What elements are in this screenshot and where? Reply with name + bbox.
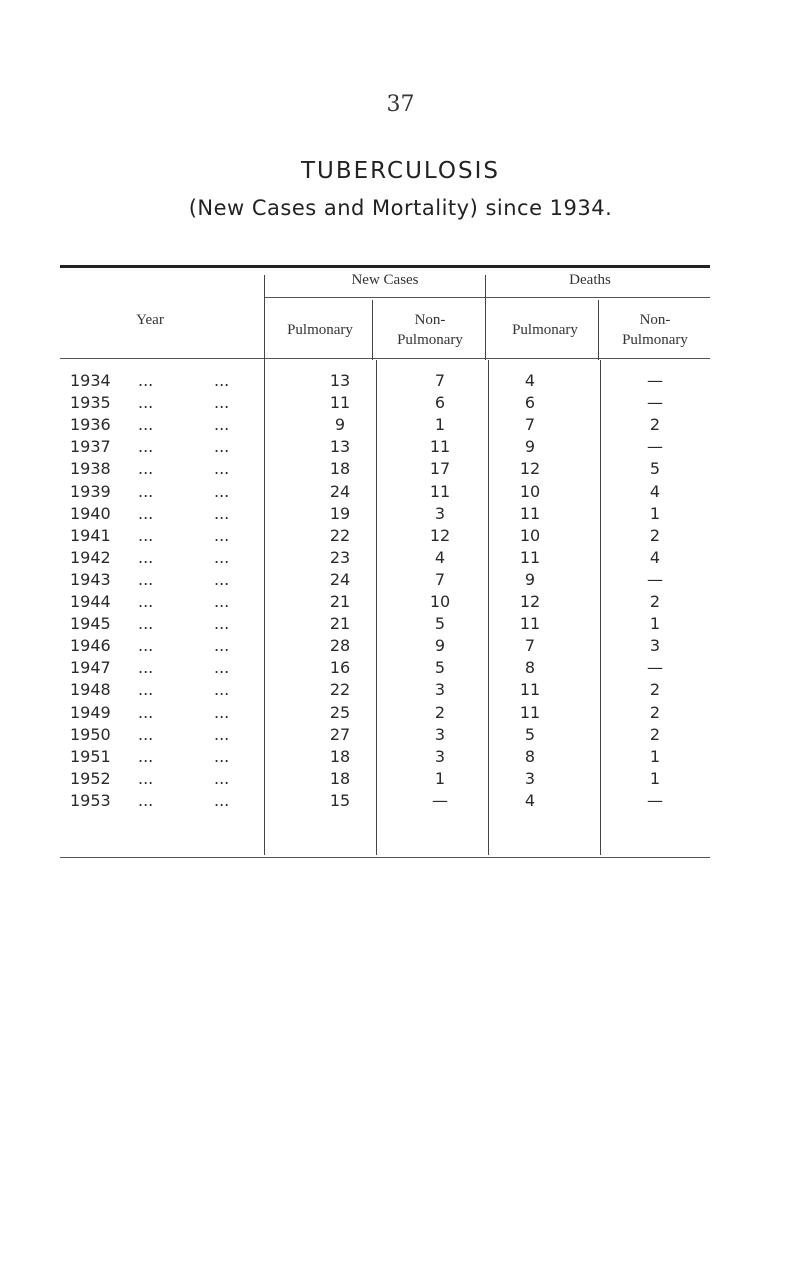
deaths-non-pulmonary-cell: 1: [649, 614, 661, 634]
header-deaths-non-pulmonary-line1: Non-: [639, 312, 671, 328]
new-pulmonary-cell: 24: [329, 569, 351, 589]
deaths-pulmonary-cell: 12: [519, 459, 541, 479]
new-pulmonary-cell: 16: [329, 658, 351, 678]
table-row: [0, 768, 801, 790]
table-row: [0, 591, 801, 613]
table-bottom-rule: [60, 857, 710, 858]
leader-dots: ...: [214, 680, 230, 700]
new-non-pulmonary-cell: 5: [434, 614, 446, 634]
leader-dots: ...: [138, 768, 154, 788]
year-cell: 1941: [70, 525, 111, 545]
leader-dots: ...: [138, 393, 154, 413]
deaths-pulmonary-cell: 7: [524, 415, 536, 435]
leader-dots: ...: [214, 702, 230, 722]
deaths-pulmonary-cell: 12: [519, 592, 541, 611]
table-row: [0, 547, 801, 569]
leader-dots: ...: [214, 393, 230, 413]
leader-dots: ...: [138, 547, 154, 567]
new-pulmonary-cell: 25: [329, 702, 351, 722]
leader-dots: ...: [214, 724, 230, 744]
year-cell: 1934: [70, 371, 111, 390]
leader-dots: ...: [214, 371, 230, 390]
table-row: [0, 370, 801, 392]
year-cell: 1946: [70, 636, 111, 656]
header-deaths-rule: [485, 297, 710, 298]
new-non-pulmonary-cell: 9: [434, 636, 446, 656]
new-pulmonary-cell: 22: [329, 525, 351, 545]
deaths-non-pulmonary-cell: 1: [649, 746, 661, 766]
deaths-non-pulmonary-cell: —: [647, 658, 663, 678]
deaths-non-pulmonary-cell: 2: [649, 702, 661, 722]
new-pulmonary-cell: 15: [329, 790, 351, 810]
year-cell: 1950: [70, 724, 111, 744]
leader-dots: ...: [214, 481, 230, 501]
leader-dots: ...: [138, 636, 154, 656]
deaths-pulmonary-cell: 5: [524, 724, 536, 744]
leader-dots: ...: [138, 790, 154, 810]
new-pulmonary-cell: 11: [329, 393, 351, 413]
deaths-pulmonary-cell: 6: [524, 393, 536, 413]
new-pulmonary-cell: 24: [329, 481, 351, 501]
leader-dots: ...: [138, 680, 154, 700]
leader-dots: ...: [138, 746, 154, 766]
new-non-pulmonary-cell: 11: [429, 481, 451, 501]
year-cell: 1939: [70, 481, 111, 501]
deaths-non-pulmonary-cell: 5: [649, 459, 661, 479]
deaths-non-pulmonary-cell: —: [647, 569, 663, 589]
table-row: [0, 635, 801, 657]
header-bottom-rule: [60, 358, 710, 359]
table-row: [0, 613, 801, 635]
new-non-pulmonary-cell: 3: [434, 680, 446, 700]
deaths-pulmonary-cell: 11: [519, 614, 541, 634]
new-non-pulmonary-cell: 7: [434, 371, 446, 390]
header-year: Year: [136, 312, 164, 328]
leader-dots: ...: [214, 790, 230, 810]
new-pulmonary-cell: 27: [329, 724, 351, 744]
deaths-non-pulmonary-cell: —: [647, 437, 663, 457]
new-non-pulmonary-cell: 5: [434, 658, 446, 678]
new-non-pulmonary-cell: 7: [434, 569, 446, 589]
year-cell: 1936: [70, 415, 111, 435]
deaths-non-pulmonary-cell: —: [647, 371, 663, 390]
year-cell: 1942: [70, 547, 111, 567]
header-new-pulmonary: Pulmonary: [287, 322, 353, 338]
deaths-non-pulmonary-cell: 2: [649, 680, 661, 700]
deaths-pulmonary-cell: 10: [519, 525, 541, 545]
leader-dots: ...: [214, 525, 230, 545]
deaths-pulmonary-cell: 7: [524, 636, 536, 656]
leader-dots: ...: [214, 415, 230, 435]
leader-dots: ...: [214, 547, 230, 567]
table-row: [0, 569, 801, 591]
leader-dots: ...: [138, 481, 154, 501]
new-non-pulmonary-cell: 1: [434, 415, 446, 435]
leader-dots: ...: [214, 658, 230, 678]
leader-dots: ...: [214, 437, 230, 457]
leader-dots: ...: [138, 437, 154, 457]
deaths-pulmonary-cell: 11: [519, 680, 541, 700]
deaths-non-pulmonary-cell: 2: [649, 525, 661, 545]
deaths-non-pulmonary-cell: —: [647, 790, 663, 810]
year-cell: 1937: [70, 437, 111, 457]
deaths-pulmonary-cell: 4: [524, 790, 536, 810]
header-deaths: Deaths: [569, 272, 611, 288]
deaths-pulmonary-cell: 10: [519, 481, 541, 501]
table-row: [0, 790, 801, 812]
deaths-non-pulmonary-cell: 4: [649, 481, 661, 501]
deaths-non-pulmonary-cell: 1: [649, 768, 661, 788]
year-cell: 1949: [70, 702, 111, 722]
new-non-pulmonary-cell: 17: [429, 459, 451, 479]
table-row: [0, 392, 801, 414]
table-row: [0, 679, 801, 701]
header-col-divider-1: [264, 275, 265, 360]
leader-dots: ...: [138, 459, 154, 479]
new-pulmonary-cell: 9: [334, 415, 346, 435]
leader-dots: ...: [138, 503, 154, 523]
new-pulmonary-cell: 28: [329, 636, 351, 656]
table-row: [0, 702, 801, 724]
leader-dots: ...: [138, 371, 154, 390]
year-cell: 1952: [70, 768, 111, 788]
header-new-cases-rule: [265, 297, 485, 298]
year-cell: 1947: [70, 658, 111, 678]
header-col-divider-2: [372, 300, 373, 360]
year-cell: 1944: [70, 592, 111, 611]
deaths-non-pulmonary-cell: 4: [649, 547, 661, 567]
table-row: [0, 414, 801, 436]
leader-dots: ...: [214, 459, 230, 479]
year-cell: 1945: [70, 614, 111, 634]
year-cell: 1940: [70, 503, 111, 523]
deaths-pulmonary-cell: 4: [524, 371, 536, 390]
new-pulmonary-cell: 21: [329, 614, 351, 634]
deaths-pulmonary-cell: 11: [519, 547, 541, 567]
deaths-pulmonary-cell: 8: [524, 658, 536, 678]
leader-dots: ...: [138, 525, 154, 545]
new-non-pulmonary-cell: 3: [434, 503, 446, 523]
leader-dots: ...: [214, 636, 230, 656]
year-cell: 1948: [70, 680, 111, 700]
new-non-pulmonary-cell: 11: [429, 437, 451, 457]
leader-dots: ...: [138, 592, 154, 611]
deaths-pulmonary-cell: 8: [524, 746, 536, 766]
year-cell: 1938: [70, 459, 111, 479]
new-pulmonary-cell: 22: [329, 680, 351, 700]
leader-dots: ...: [138, 415, 154, 435]
header-new-non-pulmonary-line2: Pulmonary: [397, 332, 463, 348]
page-title: TUBERCULOSIS: [300, 158, 500, 184]
leader-dots: ...: [138, 569, 154, 589]
leader-dots: ...: [138, 724, 154, 744]
new-non-pulmonary-cell: —: [432, 790, 448, 810]
table-row: [0, 436, 801, 458]
leader-dots: ...: [214, 768, 230, 788]
deaths-non-pulmonary-cell: 2: [649, 592, 661, 611]
deaths-non-pulmonary-cell: 3: [649, 636, 661, 656]
new-non-pulmonary-cell: 10: [429, 592, 451, 611]
table-row: [0, 657, 801, 679]
leader-dots: ...: [138, 614, 154, 634]
leader-dots: ...: [214, 503, 230, 523]
new-pulmonary-cell: 19: [329, 503, 351, 523]
new-non-pulmonary-cell: 3: [434, 746, 446, 766]
new-pulmonary-cell: 18: [329, 746, 351, 766]
new-pulmonary-cell: 23: [329, 547, 351, 567]
new-pulmonary-cell: 18: [329, 459, 351, 479]
page-subtitle: (New Cases and Mortality) since 1934.: [188, 196, 613, 220]
leader-dots: ...: [214, 592, 230, 611]
header-deaths-non-pulmonary-line2: Pulmonary: [622, 332, 688, 348]
table-row: [0, 724, 801, 746]
deaths-pulmonary-cell: 9: [524, 569, 536, 589]
new-pulmonary-cell: 13: [329, 437, 351, 457]
year-cell: 1953: [70, 790, 111, 810]
year-cell: 1943: [70, 569, 111, 589]
deaths-pulmonary-cell: 9: [524, 437, 536, 457]
deaths-pulmonary-cell: 3: [524, 768, 536, 788]
year-cell: 1951: [70, 746, 111, 766]
table-row: [0, 746, 801, 768]
leader-dots: ...: [214, 746, 230, 766]
table-row: [0, 481, 801, 503]
header-col-divider-4: [598, 300, 599, 360]
table-top-rule: [60, 265, 710, 268]
deaths-non-pulmonary-cell: 2: [649, 724, 661, 744]
new-non-pulmonary-cell: 12: [429, 525, 451, 545]
leader-dots: ...: [214, 569, 230, 589]
table-row: [0, 525, 801, 547]
header-new-non-pulmonary-line1: Non-: [414, 312, 446, 328]
new-non-pulmonary-cell: 1: [434, 768, 446, 788]
table-row: [0, 503, 801, 525]
leader-dots: ...: [138, 702, 154, 722]
new-pulmonary-cell: 21: [329, 592, 351, 611]
new-non-pulmonary-cell: 3: [434, 724, 446, 744]
new-non-pulmonary-cell: 2: [434, 702, 446, 722]
leader-dots: ...: [138, 658, 154, 678]
new-pulmonary-cell: 13: [329, 371, 351, 390]
header-deaths-pulmonary: Pulmonary: [512, 322, 578, 338]
deaths-pulmonary-cell: 11: [519, 503, 541, 523]
new-non-pulmonary-cell: 6: [434, 393, 446, 413]
deaths-pulmonary-cell: 11: [519, 702, 541, 722]
table-row: [0, 458, 801, 480]
header-new-cases: New Cases: [351, 272, 419, 288]
header-col-divider-3: [485, 275, 486, 360]
deaths-non-pulmonary-cell: 2: [649, 415, 661, 435]
new-pulmonary-cell: 18: [329, 768, 351, 788]
page-number: 37: [386, 92, 415, 117]
year-cell: 1935: [70, 393, 111, 413]
new-non-pulmonary-cell: 4: [434, 547, 446, 567]
deaths-non-pulmonary-cell: —: [647, 393, 663, 413]
leader-dots: ...: [214, 614, 230, 634]
deaths-non-pulmonary-cell: 1: [649, 503, 661, 523]
